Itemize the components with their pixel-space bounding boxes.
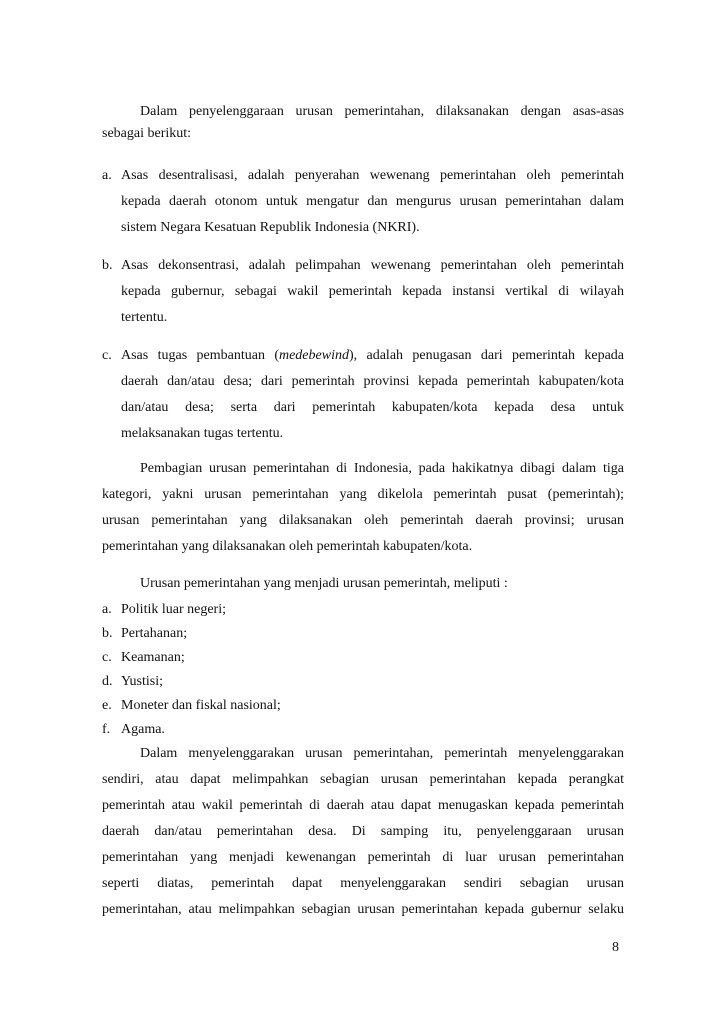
text-line: pemerintahan yang menjadi kewenangan pemerintah di luar urusan pemerintahan (102, 850, 624, 865)
text-line: sebagai berikut: (102, 126, 192, 141)
item-label: b. (102, 258, 113, 273)
text-line: tertentu. (121, 310, 168, 325)
italic-term: medebewind (278, 348, 349, 363)
text-line: pemerintah atau wakil pemerintah di daerah atau dapat menugaskan kepada pemerintah (102, 798, 624, 813)
list-item-label: c. (102, 650, 112, 665)
list-item-label: b. (102, 626, 113, 641)
text-line: Asas desentralisasi, adalah penyerahan wewenang pemerintahan oleh pemerintah (121, 168, 624, 183)
text-line: kepada daerah otonom untuk mengatur dan mengurus urusan pemerintahan dalam (121, 194, 624, 209)
text-line (121, 346, 624, 366)
list-item-label: a. (102, 602, 112, 617)
list-item: Yustisi; (121, 674, 164, 689)
text-line: melaksanakan tugas tertentu. (121, 426, 284, 441)
item-label: c. (102, 348, 112, 363)
text-line: pemerintahan yang dilaksanakan oleh pemerintah kabupaten/kota. (102, 539, 473, 554)
list-item: Agama. (121, 722, 165, 737)
text-line: Dalam menyelenggarakan urusan pemerintahan, pemerintah menyelenggarakan (140, 746, 624, 761)
text-run: ), adalah penugasan dari pemerintah kepada (348, 348, 624, 363)
list-item-label: e. (102, 698, 112, 713)
text-line: Urusan pemerintahan yang menjadi urusan pemerintah, meliputi : (140, 576, 508, 591)
text-line: daerah dan/atau pemerintahan desa. Di samping itu, penyelenggaraan urusan (102, 824, 624, 839)
text-line: seperti diatas, pemerintah dapat menyelenggarakan sendiri sebagian urusan (102, 876, 624, 891)
text-line: sendiri, atau dapat melimpahkan sebagian urusan pemerintahan kepada perangkat (102, 772, 624, 787)
text-run: Asas tugas pembantuan ( (121, 348, 279, 363)
text-line: Dalam penyelenggaraan urusan pemerintahan, dilaksanakan dengan asas-asas (140, 104, 624, 119)
page-number: 8 (612, 940, 619, 955)
text-line: urusan pemerintahan yang dilaksanakan oleh pemerintah daerah provinsi; urusan (102, 513, 624, 528)
text-line: kepada gubernur, sebagai wakil pemerintah kepada instansi vertikal di wilayah (121, 284, 624, 299)
text-line: sistem Negara Kesatuan Republik Indonesia (NKRI). (121, 220, 420, 235)
text-line: dan/atau desa; serta dari pemerintah kabupaten/kota kepada desa untuk (121, 400, 624, 415)
text-line: Asas dekonsentrasi, adalah pelimpahan wewenang pemerintahan oleh pemerintah (121, 258, 624, 273)
list-item: Keamanan; (121, 650, 185, 665)
list-item: Politik luar negeri; (121, 602, 226, 617)
text-line: pemerintahan, atau melimpahkan sebagian urusan pemerintahan kepada gubernur selaku (102, 902, 624, 917)
list-item-label: d. (102, 674, 113, 689)
text-line: kategori, yakni urusan pemerintahan yang dikelola pemerintah pusat (pemerintah); (102, 487, 624, 502)
list-item: Pertahanan; (121, 626, 188, 641)
list-item: Moneter dan fiskal nasional; (121, 698, 281, 713)
text-line: Pembagian urusan pemerintahan di Indonesia, pada hakikatnya dibagi dalam tiga (140, 461, 624, 476)
list-item-label: f. (102, 722, 111, 737)
item-label: a. (102, 168, 112, 183)
text-line: daerah dan/atau desa; dari pemerintah provinsi kepada pemerintah kabupaten/kota (121, 374, 624, 389)
